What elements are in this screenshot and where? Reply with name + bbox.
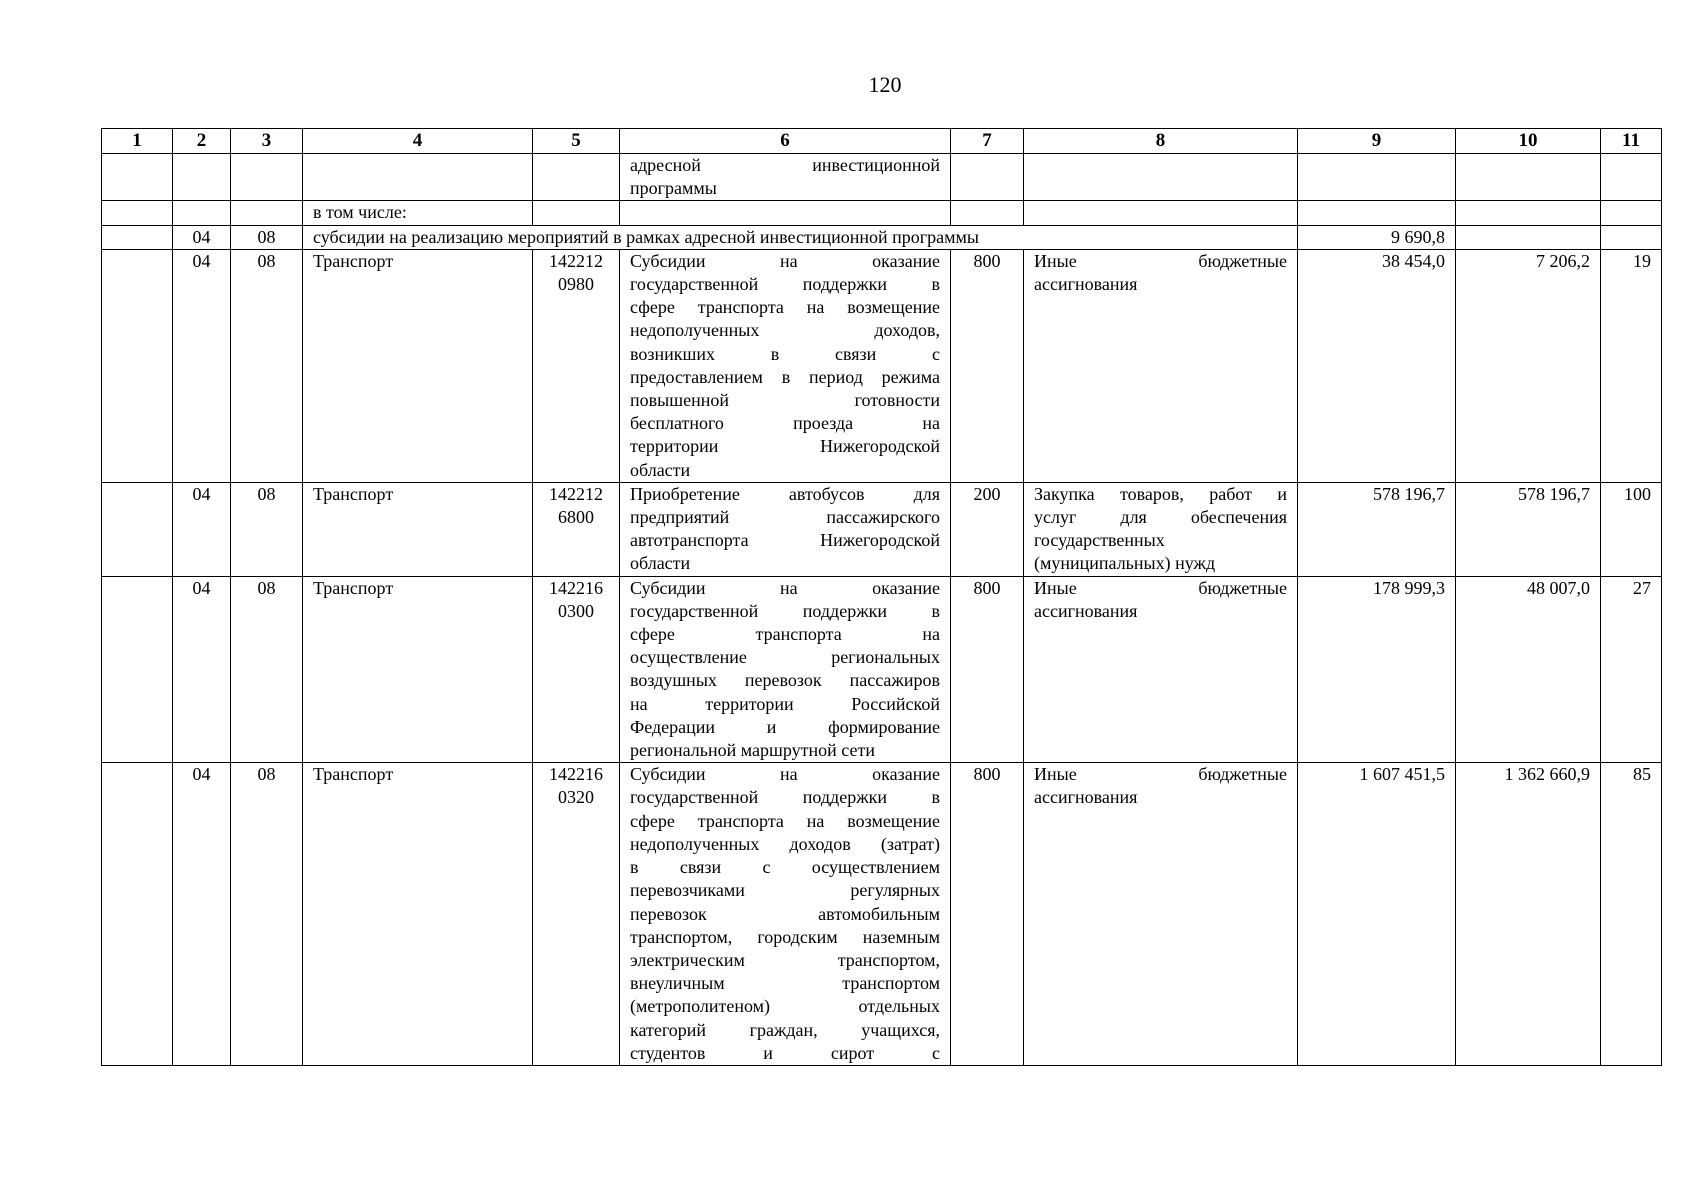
- table-row: [102, 763, 1662, 1066]
- description-line: государственной поддержки в: [630, 274, 940, 295]
- description-line: повышенной готовности: [630, 390, 940, 411]
- row-description: [620, 482, 951, 576]
- expense-type-code: 800: [951, 763, 1024, 1066]
- description-line: предприятий пассажирского: [630, 507, 940, 528]
- description-line: возникших в связи с: [630, 343, 940, 364]
- target-code: [533, 576, 620, 763]
- code-line: 0980: [558, 274, 594, 295]
- column-header: 2: [173, 129, 231, 154]
- description-line: сфере транспорта на возмещение: [630, 810, 940, 831]
- code-line: 142212: [549, 250, 603, 271]
- description-line: Субсидии на оказание: [630, 764, 940, 785]
- row-name: Транспорт: [303, 249, 533, 482]
- description-line: программы: [630, 178, 717, 199]
- expense-line: ассигнования: [1034, 600, 1138, 621]
- description-line: категорий граждан, учащихся,: [630, 1019, 940, 1040]
- expense-type-name: [1024, 482, 1298, 576]
- execution-percent: 100: [1601, 482, 1662, 576]
- planned-amount: 578 196,7: [1298, 482, 1456, 576]
- expense-type-code: 200: [951, 482, 1024, 576]
- description-line: государственной поддержки в: [630, 600, 940, 621]
- code-line: 6800: [558, 507, 594, 528]
- description-line: электрическим транспортом,: [630, 949, 940, 970]
- row-name: Транспорт: [303, 482, 533, 576]
- expense-line: услуг для обеспечения: [1034, 507, 1287, 528]
- description-line: сфере транспорта на возмещение: [630, 297, 940, 318]
- including-row: [102, 201, 1662, 225]
- planned-amount: 9 690,8: [1298, 225, 1456, 249]
- budget-table: [101, 128, 1662, 1066]
- row-description: [620, 249, 951, 482]
- table-row: [102, 482, 1662, 576]
- column-header: 6: [620, 129, 951, 154]
- subsection-code: 08: [231, 225, 303, 249]
- column-header: 1: [102, 129, 173, 154]
- description-line: адресной инвестиционной: [630, 155, 940, 175]
- description-line: Федерации и формирование: [630, 716, 940, 737]
- section-code: 04: [173, 482, 231, 576]
- code-line: 0320: [558, 787, 594, 808]
- expense-type-name: [1024, 763, 1298, 1066]
- description-line: воздушных перевозок пассажиров: [630, 670, 940, 691]
- executed-amount: 578 196,7: [1456, 482, 1601, 576]
- continued-description: [620, 154, 951, 201]
- expense-type-name: [1024, 249, 1298, 482]
- description-line: территории Нижегородской: [630, 436, 940, 457]
- subsection-code: 08: [231, 482, 303, 576]
- column-header: 11: [1601, 129, 1662, 154]
- row-description: [620, 576, 951, 763]
- description-line: перевозчиками регулярных: [630, 880, 940, 901]
- table-row: [102, 576, 1662, 763]
- description-line: Субсидии на оказание: [630, 250, 940, 271]
- description-line: внеуличным транспортом: [630, 973, 940, 994]
- description-line: предоставлением в период режима: [630, 366, 940, 387]
- description-line: автотранспорта Нижегородской: [630, 530, 940, 551]
- description-line: в связи с осуществлением: [630, 857, 940, 878]
- column-header: 8: [1024, 129, 1298, 154]
- description-line: недополученных доходов (затрат): [630, 833, 940, 854]
- description-line: студентов и сирот с: [630, 1042, 940, 1063]
- planned-amount: 1 607 451,5: [1298, 763, 1456, 1066]
- description-line: государственной поддержки в: [630, 787, 940, 808]
- description-line: осуществление региональных: [630, 647, 940, 668]
- expense-type-name: [1024, 576, 1298, 763]
- expense-line: Иные бюджетные: [1034, 250, 1287, 271]
- row-name: Транспорт: [303, 576, 533, 763]
- subsection-code: 08: [231, 576, 303, 763]
- executed-amount: 1 362 660,9: [1456, 763, 1601, 1066]
- subsection-code: 08: [231, 763, 303, 1066]
- description-line: сфере транспорта на: [630, 624, 940, 645]
- description-line: Субсидии на оказание: [630, 577, 940, 598]
- column-header: 4: [303, 129, 533, 154]
- code-line: 142212: [549, 483, 603, 504]
- expense-line: Иные бюджетные: [1034, 764, 1287, 785]
- target-code: [533, 763, 620, 1066]
- code-line: 142216: [549, 764, 603, 785]
- section-code: 04: [173, 225, 231, 249]
- code-line: 142216: [549, 577, 603, 598]
- code-line: 0300: [558, 600, 594, 621]
- column-number-header: [102, 129, 1662, 154]
- column-header: 9: [1298, 129, 1456, 154]
- target-code: [533, 249, 620, 482]
- column-header: 10: [1456, 129, 1601, 154]
- description-line: региональной маршрутной сети: [630, 740, 875, 761]
- description-line: области: [630, 459, 691, 480]
- execution-percent: 85: [1601, 763, 1662, 1066]
- section-code: 04: [173, 763, 231, 1066]
- description-line: недополученных доходов,: [630, 320, 940, 341]
- expense-line: (муниципальных) нужд: [1034, 553, 1216, 574]
- subsidy-summary-row: [102, 225, 1662, 249]
- description-line: на территории Российской: [630, 693, 940, 714]
- execution-percent: 27: [1601, 576, 1662, 763]
- row-description: [620, 763, 951, 1066]
- including-label: в том числе:: [303, 201, 533, 225]
- target-code: [533, 482, 620, 576]
- subsection-code: 08: [231, 249, 303, 482]
- table-row: [102, 249, 1662, 482]
- column-header: 7: [951, 129, 1024, 154]
- expense-line: Иные бюджетные: [1034, 577, 1287, 598]
- expense-type-code: 800: [951, 249, 1024, 482]
- column-header: 5: [533, 129, 620, 154]
- subsidy-summary-text: субсидии на реализацию мероприятий в рамках адресной инвестиционной программы: [303, 225, 1298, 249]
- description-line: транспортом, городским наземным: [630, 926, 940, 947]
- expense-line: ассигнования: [1034, 787, 1138, 808]
- page-number: 120: [868, 72, 902, 97]
- section-code: 04: [173, 576, 231, 763]
- expense-line: государственных: [1034, 530, 1165, 551]
- expense-line: ассигнования: [1034, 274, 1138, 295]
- description-line: перевозок автомобильным: [630, 903, 940, 924]
- expense-line: Закупка товаров, работ и: [1034, 483, 1287, 504]
- executed-amount: 7 206,2: [1456, 249, 1601, 482]
- column-header: 3: [231, 129, 303, 154]
- description-line: (метрополитеном) отдельных: [630, 996, 940, 1017]
- description-line: бесплатного проезда на: [630, 413, 940, 434]
- expense-type-code: 800: [951, 576, 1024, 763]
- executed-amount: 48 007,0: [1456, 576, 1601, 763]
- planned-amount: 38 454,0: [1298, 249, 1456, 482]
- execution-percent: 19: [1601, 249, 1662, 482]
- description-line: Приобретение автобусов для: [630, 483, 940, 504]
- description-line: области: [630, 553, 691, 574]
- continued-row: [102, 154, 1662, 201]
- row-name: Транспорт: [303, 763, 533, 1066]
- section-code: 04: [173, 249, 231, 482]
- planned-amount: 178 999,3: [1298, 576, 1456, 763]
